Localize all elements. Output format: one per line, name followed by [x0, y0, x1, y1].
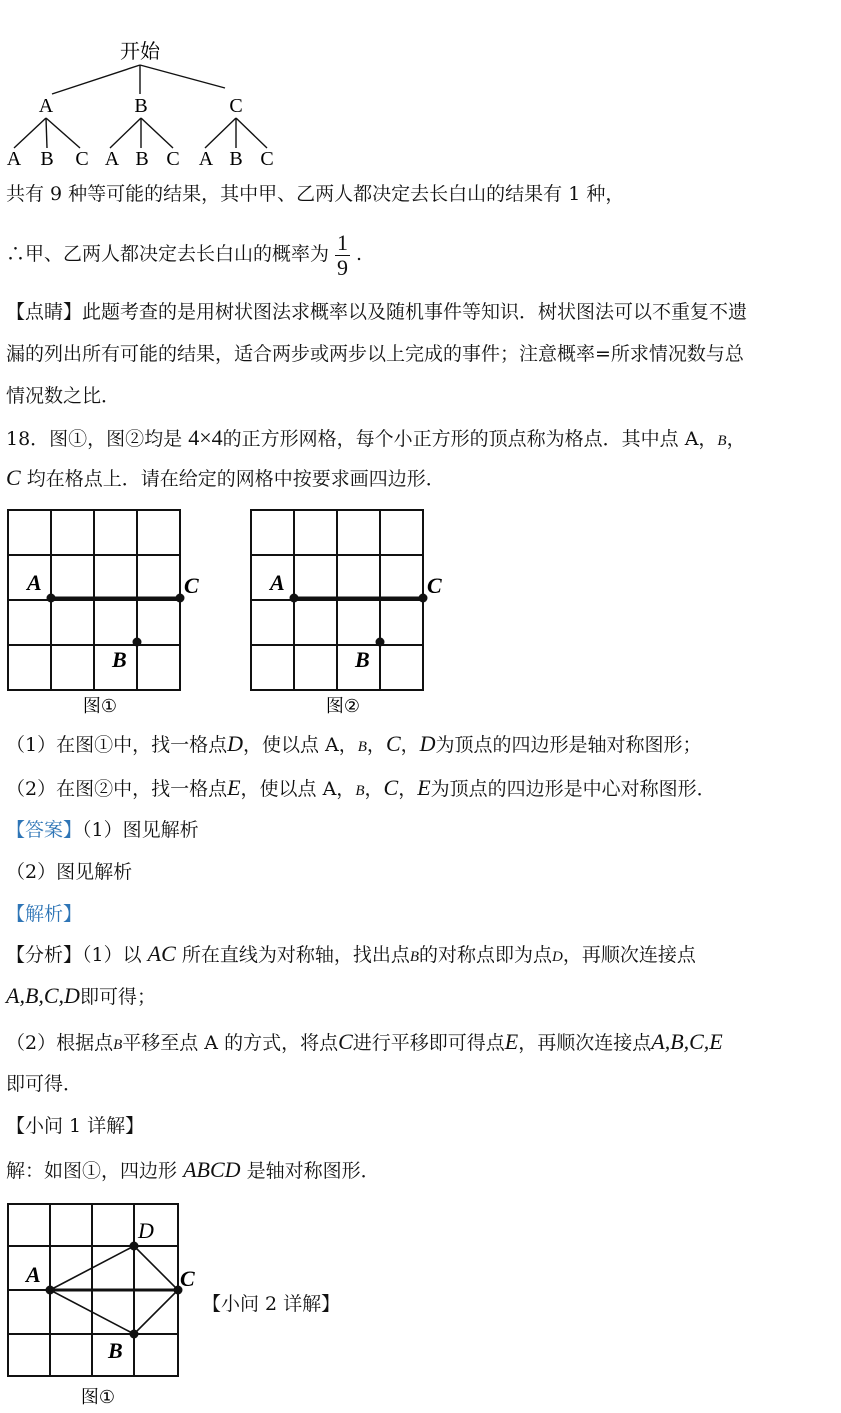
sub2-text: （2）在图②中，找一格点	[6, 778, 228, 800]
tree-leaf: C	[166, 148, 180, 170]
sub1-text: （1）在图①中，找一格点	[6, 734, 228, 756]
analysis-text: 进行平移即可得点	[352, 1032, 505, 1054]
figure-3-caption: 图①	[80, 1387, 116, 1408]
label-a: A	[270, 570, 285, 595]
q18-text: 18．图①，图②均是	[6, 428, 183, 450]
point-e: E	[227, 775, 241, 800]
answer-line-1	[6, 816, 199, 844]
tree-node-l1: B	[134, 95, 148, 117]
tree-leaf: C	[260, 148, 274, 170]
segment-ac: AC	[147, 941, 176, 966]
point-b: B	[355, 783, 365, 799]
comma: ，	[364, 778, 384, 800]
solution-line	[6, 1156, 380, 1185]
remark-line-3: 情况数之比．	[6, 385, 121, 407]
point-b: B	[409, 949, 419, 965]
point-b: B	[357, 739, 367, 755]
point-b: B	[717, 433, 727, 449]
tree-node-l1: A	[38, 95, 54, 117]
fraction	[335, 231, 350, 280]
tree-leaf: A	[198, 148, 214, 170]
solution-figure	[0, 1198, 210, 1413]
point-b-dot	[133, 638, 142, 647]
probability-sentence	[6, 226, 362, 282]
point-a-dot	[46, 1286, 55, 1295]
analysis-text: 平移至点 A 的方式，将点	[122, 1032, 339, 1054]
comma: ，	[400, 734, 420, 756]
probability-suffix: .	[356, 243, 363, 265]
point-c: C	[383, 775, 399, 800]
q18-text: 的正方形网格，每个小正方形的顶点称为格点．其中点 A，	[222, 428, 718, 450]
point-e: E	[417, 775, 431, 800]
analysis-line-1	[6, 940, 696, 971]
sub1-text: 为顶点的四边形是轴对称图形；	[435, 734, 702, 756]
point-b: B	[113, 1037, 123, 1053]
comma: ，	[366, 734, 386, 756]
point-c: C	[338, 1029, 353, 1054]
answer-text: （1）图见解析	[82, 819, 199, 841]
analysis-line-4: 即可得．	[6, 1073, 83, 1095]
subquestion-1	[6, 730, 702, 761]
q18-grid-size: 4×4	[188, 425, 223, 450]
tree-leaf: A	[6, 148, 22, 170]
point-d: D	[552, 949, 563, 965]
analysis-text: 【分析】（1）以	[6, 944, 142, 966]
analysis-line-2	[6, 982, 156, 1011]
analysis-tag: 【解析】	[6, 903, 83, 925]
result-sentence: 共有 9 种等可能的结果，其中甲、乙两人都决定去长白山的结果有 1 种，	[6, 183, 625, 205]
tree-diagram	[0, 30, 290, 172]
remark-line-1: 【点睛】此题考查的是用树状图法求概率以及随机事件等知识．树状图法可以不重复不遗	[6, 301, 748, 323]
label-a: A	[26, 1262, 41, 1287]
sub1-text: ，使以点 A，	[242, 734, 358, 756]
label-b: B	[108, 1338, 123, 1363]
point-c: C	[6, 465, 21, 490]
solution-text: 解：如图①，四边形	[6, 1160, 178, 1182]
tree-node-l1: C	[229, 95, 243, 117]
tree-root: 开始	[120, 39, 160, 63]
fraction-numerator: 1	[337, 229, 349, 255]
label-c: C	[180, 1266, 195, 1291]
point-d: D	[419, 731, 436, 756]
label-a: A	[27, 570, 42, 595]
points-abcd: A,B,C,D	[6, 983, 80, 1008]
tree-leaf: C	[75, 148, 89, 170]
answer-tag: 【答案】	[6, 819, 83, 841]
point-d: D	[227, 731, 243, 756]
label-d: D	[138, 1218, 154, 1243]
analysis-text: 即可得；	[79, 986, 156, 1008]
subquestion-2	[6, 774, 716, 805]
answer-line-2: （2）图见解析	[6, 861, 133, 883]
sub2-text: 为顶点的四边形是中心对称图形．	[430, 778, 716, 800]
comma: ，	[398, 778, 418, 800]
analysis-text: 的对称点即为点	[419, 944, 553, 966]
point-b-dot	[376, 638, 385, 647]
point-b-dot	[130, 1330, 139, 1339]
remark-line-2: 漏的列出所有可能的结果，适合两步或两步以上完成的事件；注意概率=所求情况数与总	[6, 343, 744, 365]
grid-figure-2	[243, 505, 463, 720]
probability-prefix: ∴甲、乙两人都决定去长白山的概率为	[6, 243, 330, 265]
sub2-text: ，使以点 A，	[240, 778, 356, 800]
label-b: B	[112, 647, 127, 672]
detail-1-heading: 【小问 1 详解】	[6, 1115, 145, 1137]
figure-2-caption: 图②	[325, 696, 361, 717]
solution-text: 是轴对称图形．	[246, 1160, 380, 1182]
analysis-line-3	[6, 1028, 723, 1059]
comma: ，	[726, 428, 746, 450]
tree-leaf: B	[229, 148, 243, 170]
question-18-line-2	[6, 464, 445, 493]
grid-figure-1	[0, 505, 220, 720]
tree-leaf: B	[135, 148, 149, 170]
label-c: C	[427, 573, 442, 598]
point-e: E	[504, 1029, 519, 1054]
label-c: C	[184, 573, 199, 598]
figure-1-caption: 图①	[82, 696, 118, 717]
detail-2-heading: 【小问 2 详解】	[202, 1293, 341, 1315]
points-abce: A,B,C,E	[651, 1029, 723, 1054]
point-a-dot	[290, 594, 299, 603]
tree-leaf: A	[104, 148, 120, 170]
analysis-text: （2）根据点	[6, 1032, 114, 1054]
q18-text: 均在格点上．请在给定的网格中按要求画四边形．	[26, 468, 445, 490]
quadrilateral-abcd: ABCD	[183, 1157, 241, 1182]
analysis-text: 所在直线为对称轴，找出点	[181, 944, 410, 966]
point-c: C	[385, 731, 401, 756]
question-18-line-1	[6, 424, 746, 455]
analysis-text: ，再顺次连接点	[562, 944, 696, 966]
analysis-text: ，再顺次连接点	[518, 1032, 652, 1054]
fraction-denominator: 9	[337, 254, 349, 280]
tree-leaf: B	[40, 148, 54, 170]
label-b: B	[355, 647, 370, 672]
point-a-dot	[47, 594, 56, 603]
